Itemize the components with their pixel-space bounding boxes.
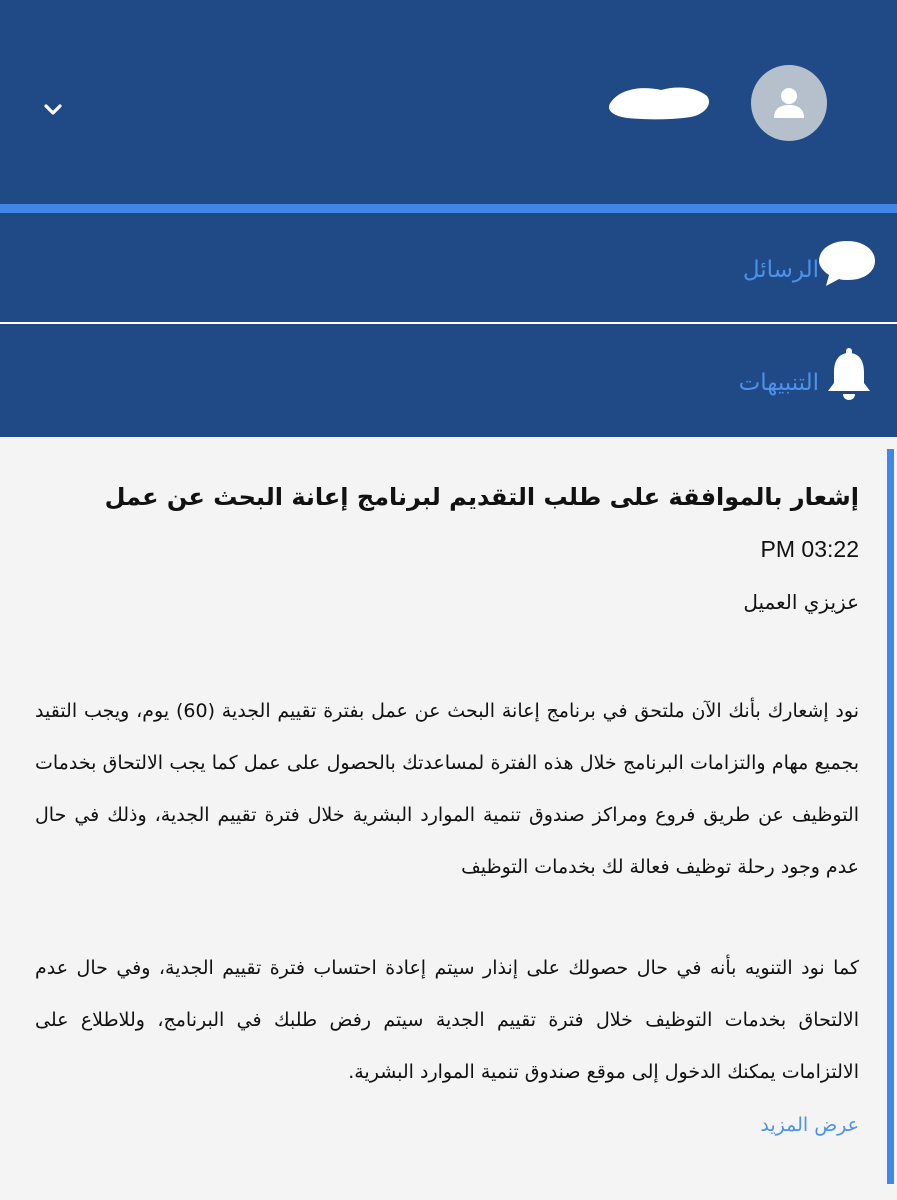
notification-greeting: عزيزي العميل	[743, 590, 859, 614]
menu-item-messages-label: الرسائل	[742, 257, 819, 283]
notification-body-paragraph-1: نود إشعارك بأنك الآن ملتحق في برنامج إعانة البحث عن عمل بفترة تقييم الجدية (60) يوم، ويجب التقيد بجميع مهام والتزامات البرنامج خلال هذه الفترة لمساعدتك بالحصول على عمل كما يجب الالتحاق بخدمات التوظيف عن طريق فروع ومراكز صندوق تنمية الموارد البشرية خلال فترة تقييم الجدية، وذلك في حال عدم وجود رحلة توظيف فعالة لك بخدمات التوظيف	[35, 700, 859, 878]
account-dropdown-toggle[interactable]	[38, 94, 68, 124]
menu-item-alerts-label: التنبيهات	[738, 370, 819, 396]
notification-card-accent	[887, 449, 894, 1184]
app-header	[0, 0, 897, 204]
user-avatar-icon	[769, 83, 809, 123]
show-more-link[interactable]: عرض المزيد	[760, 1114, 859, 1136]
header-accent-bar	[0, 204, 897, 213]
notification-title: إشعار بالموافقة على طلب التقديم لبرنامج إعانة البحث عن عمل	[104, 483, 859, 511]
chat-bubble-icon	[817, 237, 877, 289]
menu-item-messages[interactable]	[0, 213, 897, 322]
notification-body-paragraph-2: كما نود التنويه بأنه في حال حصولك على إنذار سيتم إعادة احتساب فترة تقييم الجدية، وفي حال عدم الالتحاق بخدمات التوظيف خلال فترة تقييم الجدية سيتم رفض طلبك في البرنامج، وللاطلاع على الالتزامات يمكنك الدخول إلى موقع صندوق تنمية الموارد البشرية.	[35, 957, 859, 1083]
notification-time: PM 03:22	[760, 536, 859, 562]
menu-item-alerts[interactable]	[0, 324, 897, 437]
user-avatar[interactable]	[751, 65, 827, 141]
redaction-scribble	[603, 80, 713, 124]
bell-icon	[825, 346, 873, 402]
chevron-down-icon	[41, 101, 65, 117]
username-redacted	[603, 80, 713, 124]
